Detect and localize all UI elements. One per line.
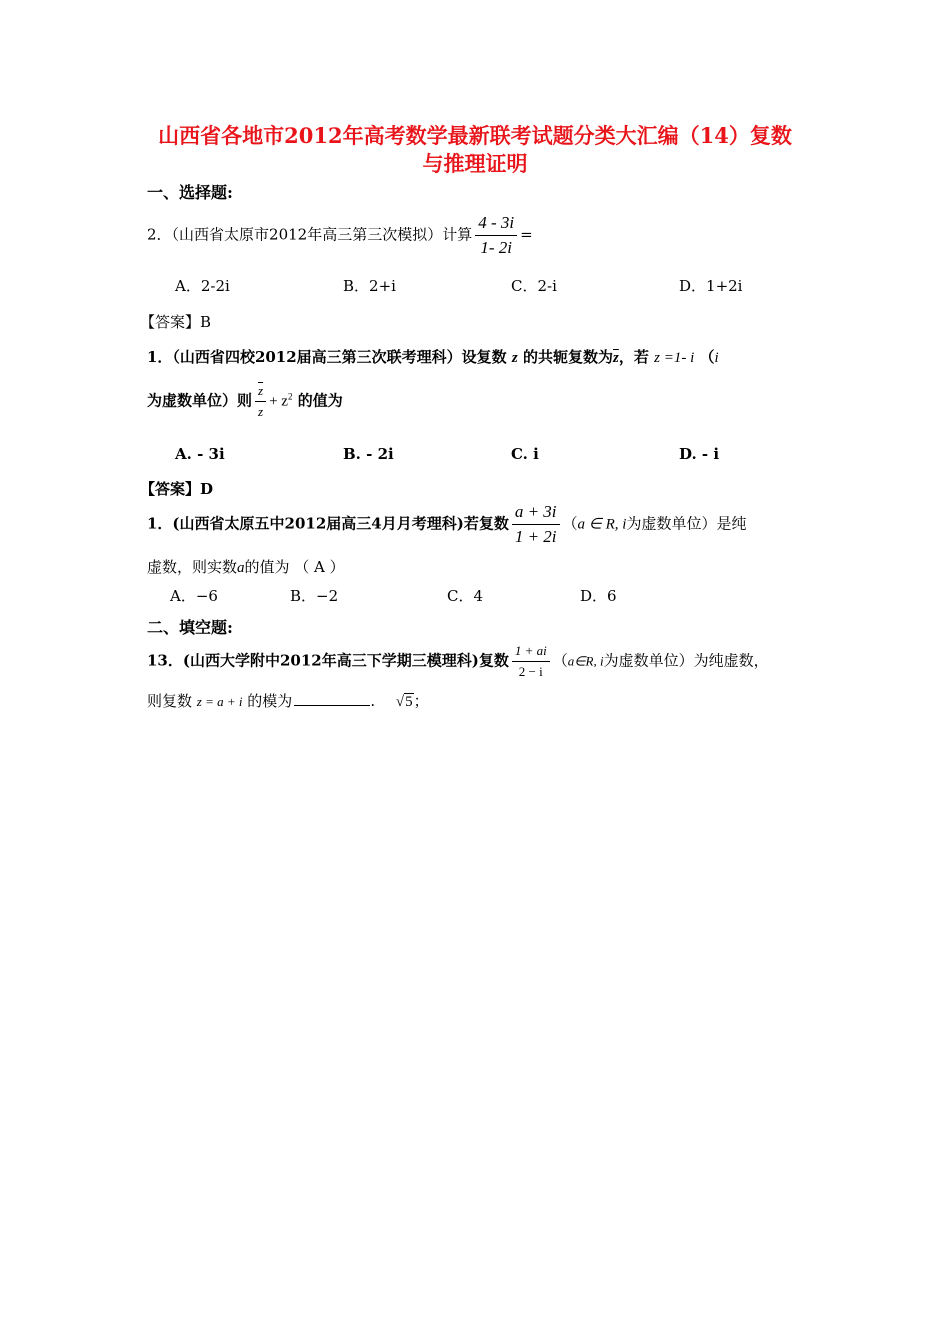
question-4-text: 13．(山西大学附中2012年高三下学期三模理科)复数 <box>147 651 509 670</box>
question-1-text: 2．（山西省太原市2012年高三第三次模拟）计算 <box>147 225 473 244</box>
section-heading-choice: 一、选择题: <box>147 183 233 202</box>
fraction-denominator: 1 + 2i <box>514 527 557 546</box>
q3-option-d: D．6 <box>580 587 617 605</box>
condition-a-in-r: a∈R, i <box>567 653 604 669</box>
q3-option-c: C．4 <box>447 587 484 605</box>
question-1 <box>147 213 533 258</box>
question-4-text-3: 则复数 <box>147 692 193 710</box>
question-4-line1 <box>147 643 769 680</box>
q1-option-d: D．1+2i <box>679 277 743 295</box>
question-2-text-2: 的共轭复数为 <box>523 348 614 366</box>
fraction-numerator: 4 - 3i <box>475 213 517 236</box>
question-3-text-2: 为虚数单位）是纯 <box>626 514 747 533</box>
question-3-line2 <box>147 556 345 577</box>
fraction-denominator: 2 − i <box>518 664 543 679</box>
question-4-line2 <box>147 690 429 711</box>
q2-option-b: B. - 2i <box>343 445 394 463</box>
section-heading-fill: 二、填空题: <box>147 618 233 637</box>
sqrt-radicand: 5 <box>405 694 413 710</box>
question-3-line1 <box>147 502 746 547</box>
question-2-line1 <box>147 346 719 367</box>
question-3-text-4: 的值为 （ A ） <box>244 558 345 576</box>
q1-option-b: B．2+i <box>343 277 396 295</box>
fraction-denominator: z <box>258 404 264 419</box>
document-title-line1: 山西省各地市2012年高考数学最新联考试题分类大汇编（14）复数 <box>158 123 792 148</box>
q2-option-c: C. i <box>511 445 539 463</box>
question-3-paren: （ <box>562 514 578 533</box>
answer-sqrt: √5 <box>395 694 413 710</box>
fraction-numerator: 1 + ai <box>512 643 550 662</box>
document-title-line2: 与推理证明 <box>422 151 528 176</box>
question-2-text-5: 为虚数单位）则 <box>147 391 253 410</box>
variable-a: a <box>237 560 245 576</box>
question-4-paren: （ <box>552 651 568 670</box>
plus-z-squared: + z <box>269 393 288 410</box>
question-4-text-4: 的模为 <box>247 692 293 710</box>
question-4-period: . <box>370 692 376 710</box>
q2-answer: 【答案】D <box>140 480 214 498</box>
question-2-text-3: ，若 <box>618 348 649 366</box>
conjugate-z: $\overline{z}$ <box>613 350 619 366</box>
question-1-fraction <box>475 213 517 258</box>
question-2-line2 <box>147 383 343 420</box>
question-3-text-3: 虚数，则实数 <box>147 558 238 576</box>
answer-blank <box>294 705 370 706</box>
q1-option-c: C．2-i <box>511 277 557 295</box>
q1-option-a: A．2-2i <box>175 277 230 295</box>
q2-option-d: D. - i <box>679 445 720 463</box>
question-2-text-4: （ <box>699 348 715 366</box>
question-4-fraction <box>512 643 550 680</box>
question-2-text-6: 的值为 <box>297 391 343 410</box>
condition-z: z =1- i <box>654 350 695 366</box>
question-1-equals: = <box>520 225 533 244</box>
fraction-denominator: 1- 2i <box>480 238 512 257</box>
question-3-text: 1．(山西省太原五中2012届高三4月月考理科)若复数 <box>147 514 509 533</box>
condition-a-in-r: a ∈ R, i <box>577 516 627 533</box>
question-3-fraction <box>512 502 560 547</box>
fraction-numerator: a + 3i <box>512 502 560 525</box>
answer-semicolon: ； <box>413 692 429 710</box>
exponent: 2 <box>287 391 293 402</box>
question-2-fraction <box>255 383 266 420</box>
q3-option-a: A．−6 <box>170 587 218 605</box>
question-2-text: 1．（山西省四校2012届高三第三次联考理科）设复数 <box>147 348 507 366</box>
expression-z: z = a + i <box>196 694 243 709</box>
q2-option-a: A. - 3i <box>175 445 225 463</box>
question-4-text-2: 为虚数单位）为纯虚数， <box>603 651 769 670</box>
variable-i: i <box>714 350 719 366</box>
variable-z: z <box>511 350 518 366</box>
fraction-numerator: $\overline{z}$ <box>255 383 266 402</box>
q1-answer: 【答案】B <box>140 313 212 331</box>
q3-option-b: B．−2 <box>290 587 339 605</box>
